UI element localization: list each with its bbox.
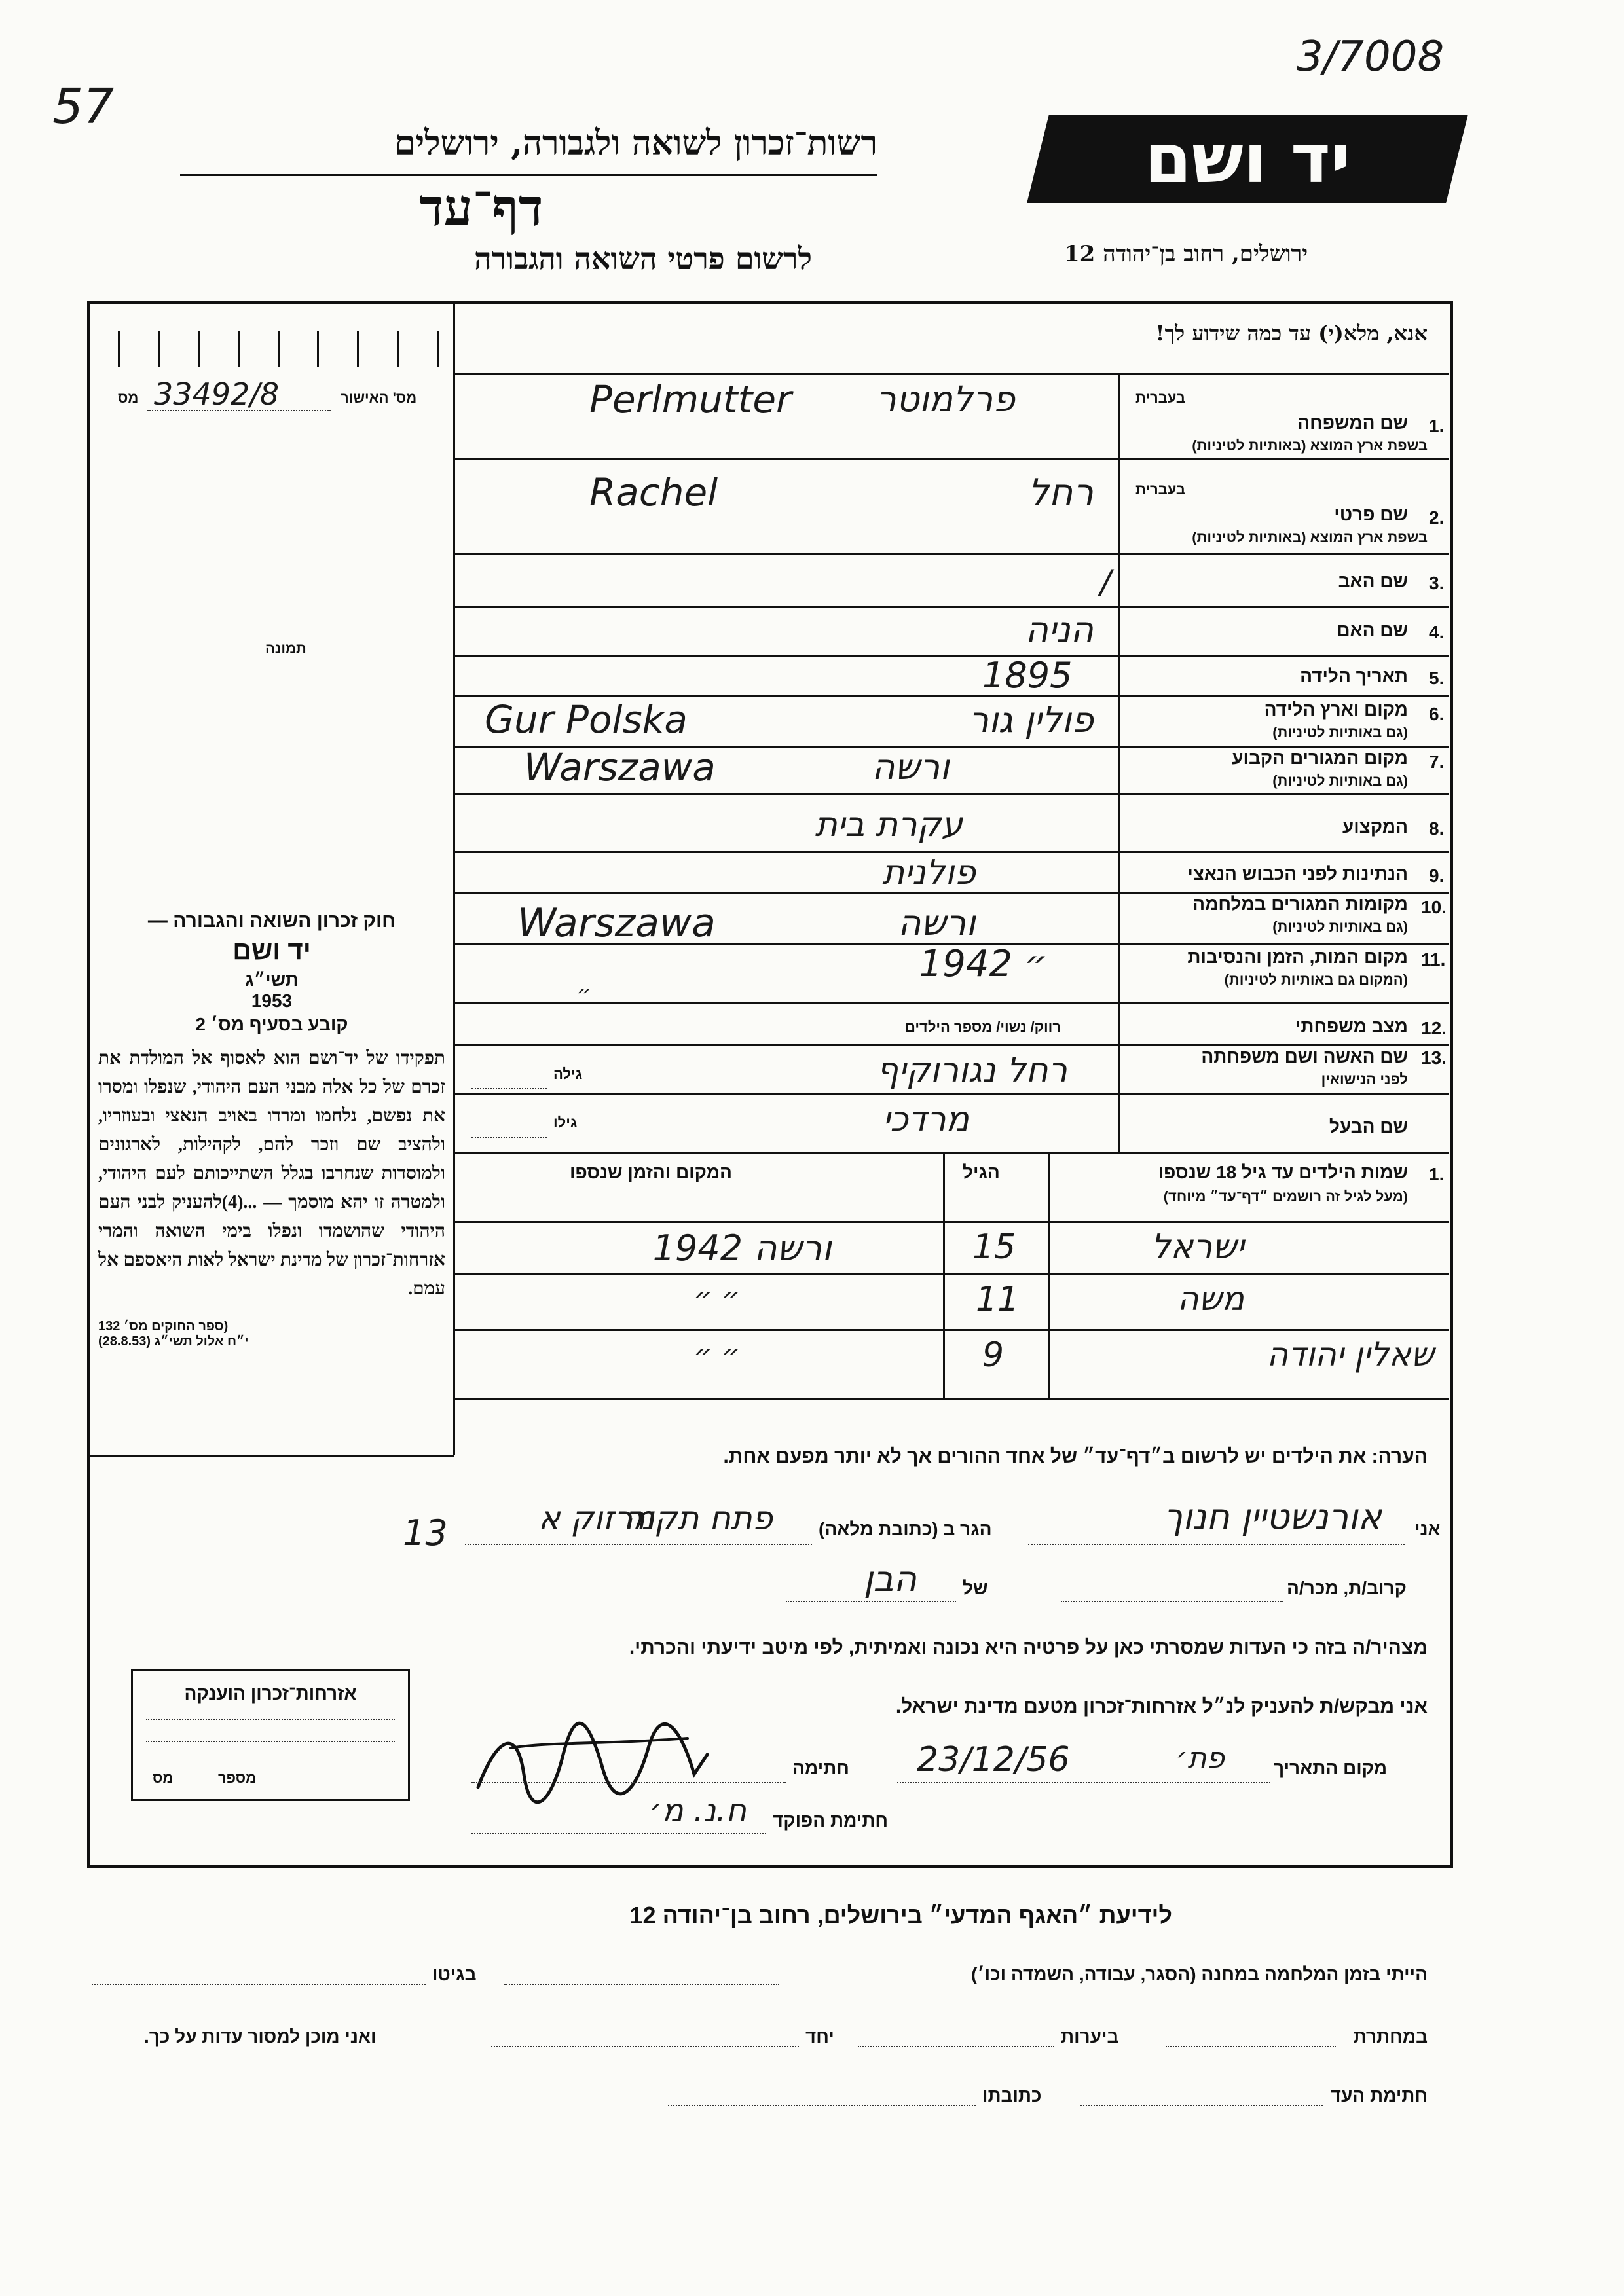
field-11-number: 11.: [1421, 949, 1446, 970]
bottom-address-label: כתובתו: [982, 2085, 1042, 2105]
child-3-place: ״ ״: [693, 1339, 740, 1372]
field-13-value: רחל נגורוקיף: [876, 1051, 1067, 1090]
col-place-header: המקום והזמן שנספו: [570, 1162, 732, 1182]
child-2-name: משה: [1177, 1280, 1244, 1318]
field-5-label: תאריך הלידה: [1300, 666, 1408, 686]
place-date-label: מקום התאריך: [1274, 1758, 1388, 1778]
law-source: (ספר החוקים מס׳ 132: [98, 1319, 229, 1334]
field-3-label: שם האב: [1338, 571, 1408, 591]
child-1-place: ורשה 1942: [652, 1228, 832, 1269]
instruction: אנא, מלא(י) עד כמה שידוע לך!: [1155, 321, 1428, 346]
bottom-underground: במחתרת: [1353, 2026, 1428, 2047]
bottom-together: יחד: [805, 2026, 834, 2047]
field-12-options: רווק/ נשוי/ מספר הילדים: [904, 1019, 1061, 1035]
stamp-number-label: מספר: [218, 1770, 257, 1786]
child-3-name: שאלין יהודה: [1266, 1336, 1434, 1374]
field-7-number: 7.: [1429, 752, 1445, 772]
in-hebrew-label: בעברית: [1135, 390, 1185, 406]
field-13-age-label: גילה: [553, 1066, 583, 1082]
cert-number: 33492/8: [154, 376, 280, 412]
field-1-sub: בשפת ארץ המוצא (באותיות לטיניות): [1192, 437, 1428, 454]
husband-age-label: גילו: [553, 1114, 578, 1131]
stamp-title: אזרחות־זכרון הוענקה: [184, 1683, 357, 1704]
field-4-label: שם האם: [1337, 620, 1408, 640]
declaration-text: מצהיר/ה בזה כי העדות שמסרתי כאן על פרטיה היא נכונה ואמיתית, לפי מיטב ידיעתי והכרתי.: [629, 1637, 1428, 1658]
declarant-house: 13: [403, 1512, 448, 1554]
page-number-note: 57: [52, 79, 115, 135]
field-2-label: שם פרטי: [1334, 504, 1408, 524]
child-2-age: 11: [976, 1280, 1020, 1319]
field-12-label: מצב משפחתי: [1295, 1016, 1408, 1036]
address-label: הגר ב (כתובת מלאה): [819, 1519, 992, 1539]
field-11-value: ״ 1942: [919, 943, 1048, 985]
request-text: אני מבקש/ת להעניק לנ״ל אזרחות־זכרון מטעם מדינת ישראל.: [895, 1696, 1428, 1717]
law-name: יד ושם: [232, 936, 311, 965]
field-8-label: המקצוע: [1342, 816, 1408, 837]
children-subtitle: (מעל לגיל זה רושמים ״דף־עד״ מיוחד): [1163, 1188, 1408, 1205]
field-10-latin: Warszawa: [517, 900, 716, 946]
field-6-sub: (גם באותיות לטיניות): [1272, 724, 1408, 740]
field-13-number: 13.: [1421, 1048, 1447, 1068]
children-number: 1.: [1429, 1164, 1445, 1184]
husband-value: מרדכי: [882, 1100, 969, 1139]
field-7-latin: Warszawa: [524, 745, 716, 790]
field-4-number: 4.: [1429, 622, 1445, 642]
of-label: של: [963, 1578, 988, 1598]
field-9-label: הנתינות לפני הכבוש הנאצי: [1187, 864, 1408, 884]
col-age-header: הגיל: [963, 1162, 1000, 1182]
field-10-label: מקומות המגורים במלחמה: [1192, 894, 1408, 914]
field-1-label: שם המשפחה: [1297, 412, 1408, 433]
relation-value: הבן: [863, 1558, 917, 1599]
field-6-number: 6.: [1429, 704, 1445, 724]
field-6-latin: Gur Polska: [485, 697, 688, 742]
husband-label: שם הבעל: [1329, 1116, 1408, 1137]
officer-label: חתימת הפוקד: [773, 1810, 889, 1831]
field-4-value: הניה: [1025, 609, 1094, 650]
subtitle: לרשום פרטי השואה והגבורה: [474, 241, 812, 276]
law-year: 1953: [251, 991, 293, 1011]
field-11-label: מקום המות, הזמן והנסיבות: [1187, 947, 1408, 967]
child-2-place: ״ ״: [693, 1282, 740, 1315]
field-7-label: מקום המגורים הקבוע: [1232, 748, 1408, 768]
field-8-number: 8.: [1429, 818, 1445, 839]
law-clause: קובע בסעיף מס׳ 2: [195, 1014, 348, 1034]
child-1-name: ישראל: [1151, 1228, 1244, 1267]
field-1-latin: Perlmutter: [589, 377, 792, 422]
field-2-latin: Rachel: [589, 470, 718, 515]
logo-text: יד ושם: [1144, 118, 1351, 198]
field-10-number: 10.: [1421, 897, 1447, 917]
field-2-hebrew: רחל: [1027, 471, 1094, 514]
field-5-value: 1895: [982, 655, 1073, 696]
address: ירושלים, רחוב בן־יהודה 12: [1064, 241, 1308, 267]
field-3-number: 3.: [1429, 573, 1445, 593]
cert-prefix: מס: [118, 390, 139, 406]
field-3-value: /: [1100, 563, 1111, 601]
stamp-number-prefix: מס: [153, 1770, 174, 1786]
field-2-sub: בשפת ארץ המוצא (באותיות לטיניות): [1192, 529, 1428, 545]
field-5-number: 5.: [1429, 668, 1445, 688]
children-note: הערה: את הילדים יש לרשום ב״דף־עד״ של אחד ההורים אך לא יותר מפעם אחת.: [723, 1446, 1428, 1467]
declarant-address: פתח תקוה: [623, 1499, 773, 1537]
bottom-forests: ביערות: [1061, 2026, 1119, 2047]
field-11-extra: ״: [576, 981, 592, 1008]
yad-vashem-logo: [1027, 115, 1468, 203]
field-7-sub: (גם באותיות לטיניות): [1272, 773, 1408, 789]
child-1-age: 15: [972, 1228, 1016, 1267]
officer-signature: ח.נ. מ׳: [649, 1793, 747, 1829]
field-9-value: פולנית: [882, 853, 976, 892]
field-1-number: 1.: [1429, 416, 1445, 436]
law-title: חוק זכרון השואה והגבורה —: [147, 910, 396, 932]
field-9-number: 9.: [1429, 866, 1445, 886]
in-hebrew-label-2: בעברית: [1135, 481, 1185, 498]
field-10-hebrew: ורשה: [898, 902, 976, 943]
children-title: שמות הילדים עד גיל 18 שנספו: [1158, 1162, 1408, 1182]
field-13-label: שם האשה ושם משפחתה: [1201, 1046, 1408, 1066]
declarant-ani: אני: [1414, 1519, 1441, 1539]
law-box: [98, 910, 445, 1499]
declarant-place: פת׳: [1175, 1741, 1225, 1775]
bottom-testimony: ואני מוכן למסור עדות על כך.: [144, 2026, 377, 2047]
cert-ticks: [118, 331, 439, 367]
field-2-number: 2.: [1429, 507, 1445, 528]
field-13-sub: לפני הנישואין: [1321, 1071, 1408, 1087]
authority-name: רשות־זכרון לשואה ולגבורה, ירושלים: [394, 123, 877, 163]
declarant-date: 23/12/56: [917, 1740, 1070, 1779]
bottom-line1-end: בגיטו: [432, 1964, 477, 1984]
law-year-he: תשי״ג: [245, 970, 299, 990]
bottom-heading: לידיעת ״האגף המדעי״ בירושלים, רחוב בן־יהודה 12: [629, 1902, 1172, 1929]
page-title: דף־עד: [419, 178, 544, 238]
relation-label: קרוב/ת, מכר/ה: [1287, 1578, 1407, 1598]
citizenship-stamp-box: [131, 1669, 410, 1801]
field-11-sub: (המקום גם באותיות לטיניות): [1224, 972, 1408, 988]
field-12-number: 12.: [1421, 1018, 1447, 1038]
photo-label: תמונה: [265, 640, 306, 657]
signature-label: חתימה: [792, 1758, 849, 1778]
field-6-hebrew: פולין גור: [969, 699, 1094, 740]
cert-label: מס' האישור: [341, 390, 417, 406]
child-3-age: 9: [982, 1336, 1005, 1375]
law-text: תפקידו של יד־ושם הוא לאסוף אל המולדת את זכרם של כל אלה מבני העם היהודי, שנפלו ומסרו את נפשם, נלחמו ומרדו באויב הנאצי ובעוזריו, ולהציב שם וזכר להם, לקהילות, לארגונים ולמוסדות שנחרבו בגלל השתייכותם לעם היהודי, ולמטרה זו יהא מוסמך — ...(4)להעניק לבני העם היהודי שהושמדו ונפלו בימי השואה והמרי אזרחות־זכרון של מדינת ישראל לאות היאספם אל עמם.: [98, 1048, 445, 1299]
declarant-street: מרזוק א: [538, 1499, 655, 1537]
bottom-line1: הייתי בזמן המלחמה במחנה (הסגר, עבודה, השמדה וכו׳): [971, 1964, 1428, 1984]
field-10-sub: (גם באותיות לטיניות): [1272, 919, 1408, 935]
field-1-hebrew: פרלמוטר: [876, 378, 1015, 420]
file-number-note: 3/7008: [1297, 33, 1445, 81]
bottom-witness-sig: חתימת העד: [1330, 2085, 1428, 2105]
field-7-hebrew: ורשה: [872, 746, 950, 788]
declarant-name: אורנשטיין חנוך: [1164, 1496, 1382, 1537]
field-6-label: מקום וארץ הלידה: [1264, 699, 1408, 720]
field-8-value: עקרת בית: [815, 805, 963, 845]
law-source-date: י״ח אלול תשי״ג (28.8.53): [98, 1334, 249, 1349]
